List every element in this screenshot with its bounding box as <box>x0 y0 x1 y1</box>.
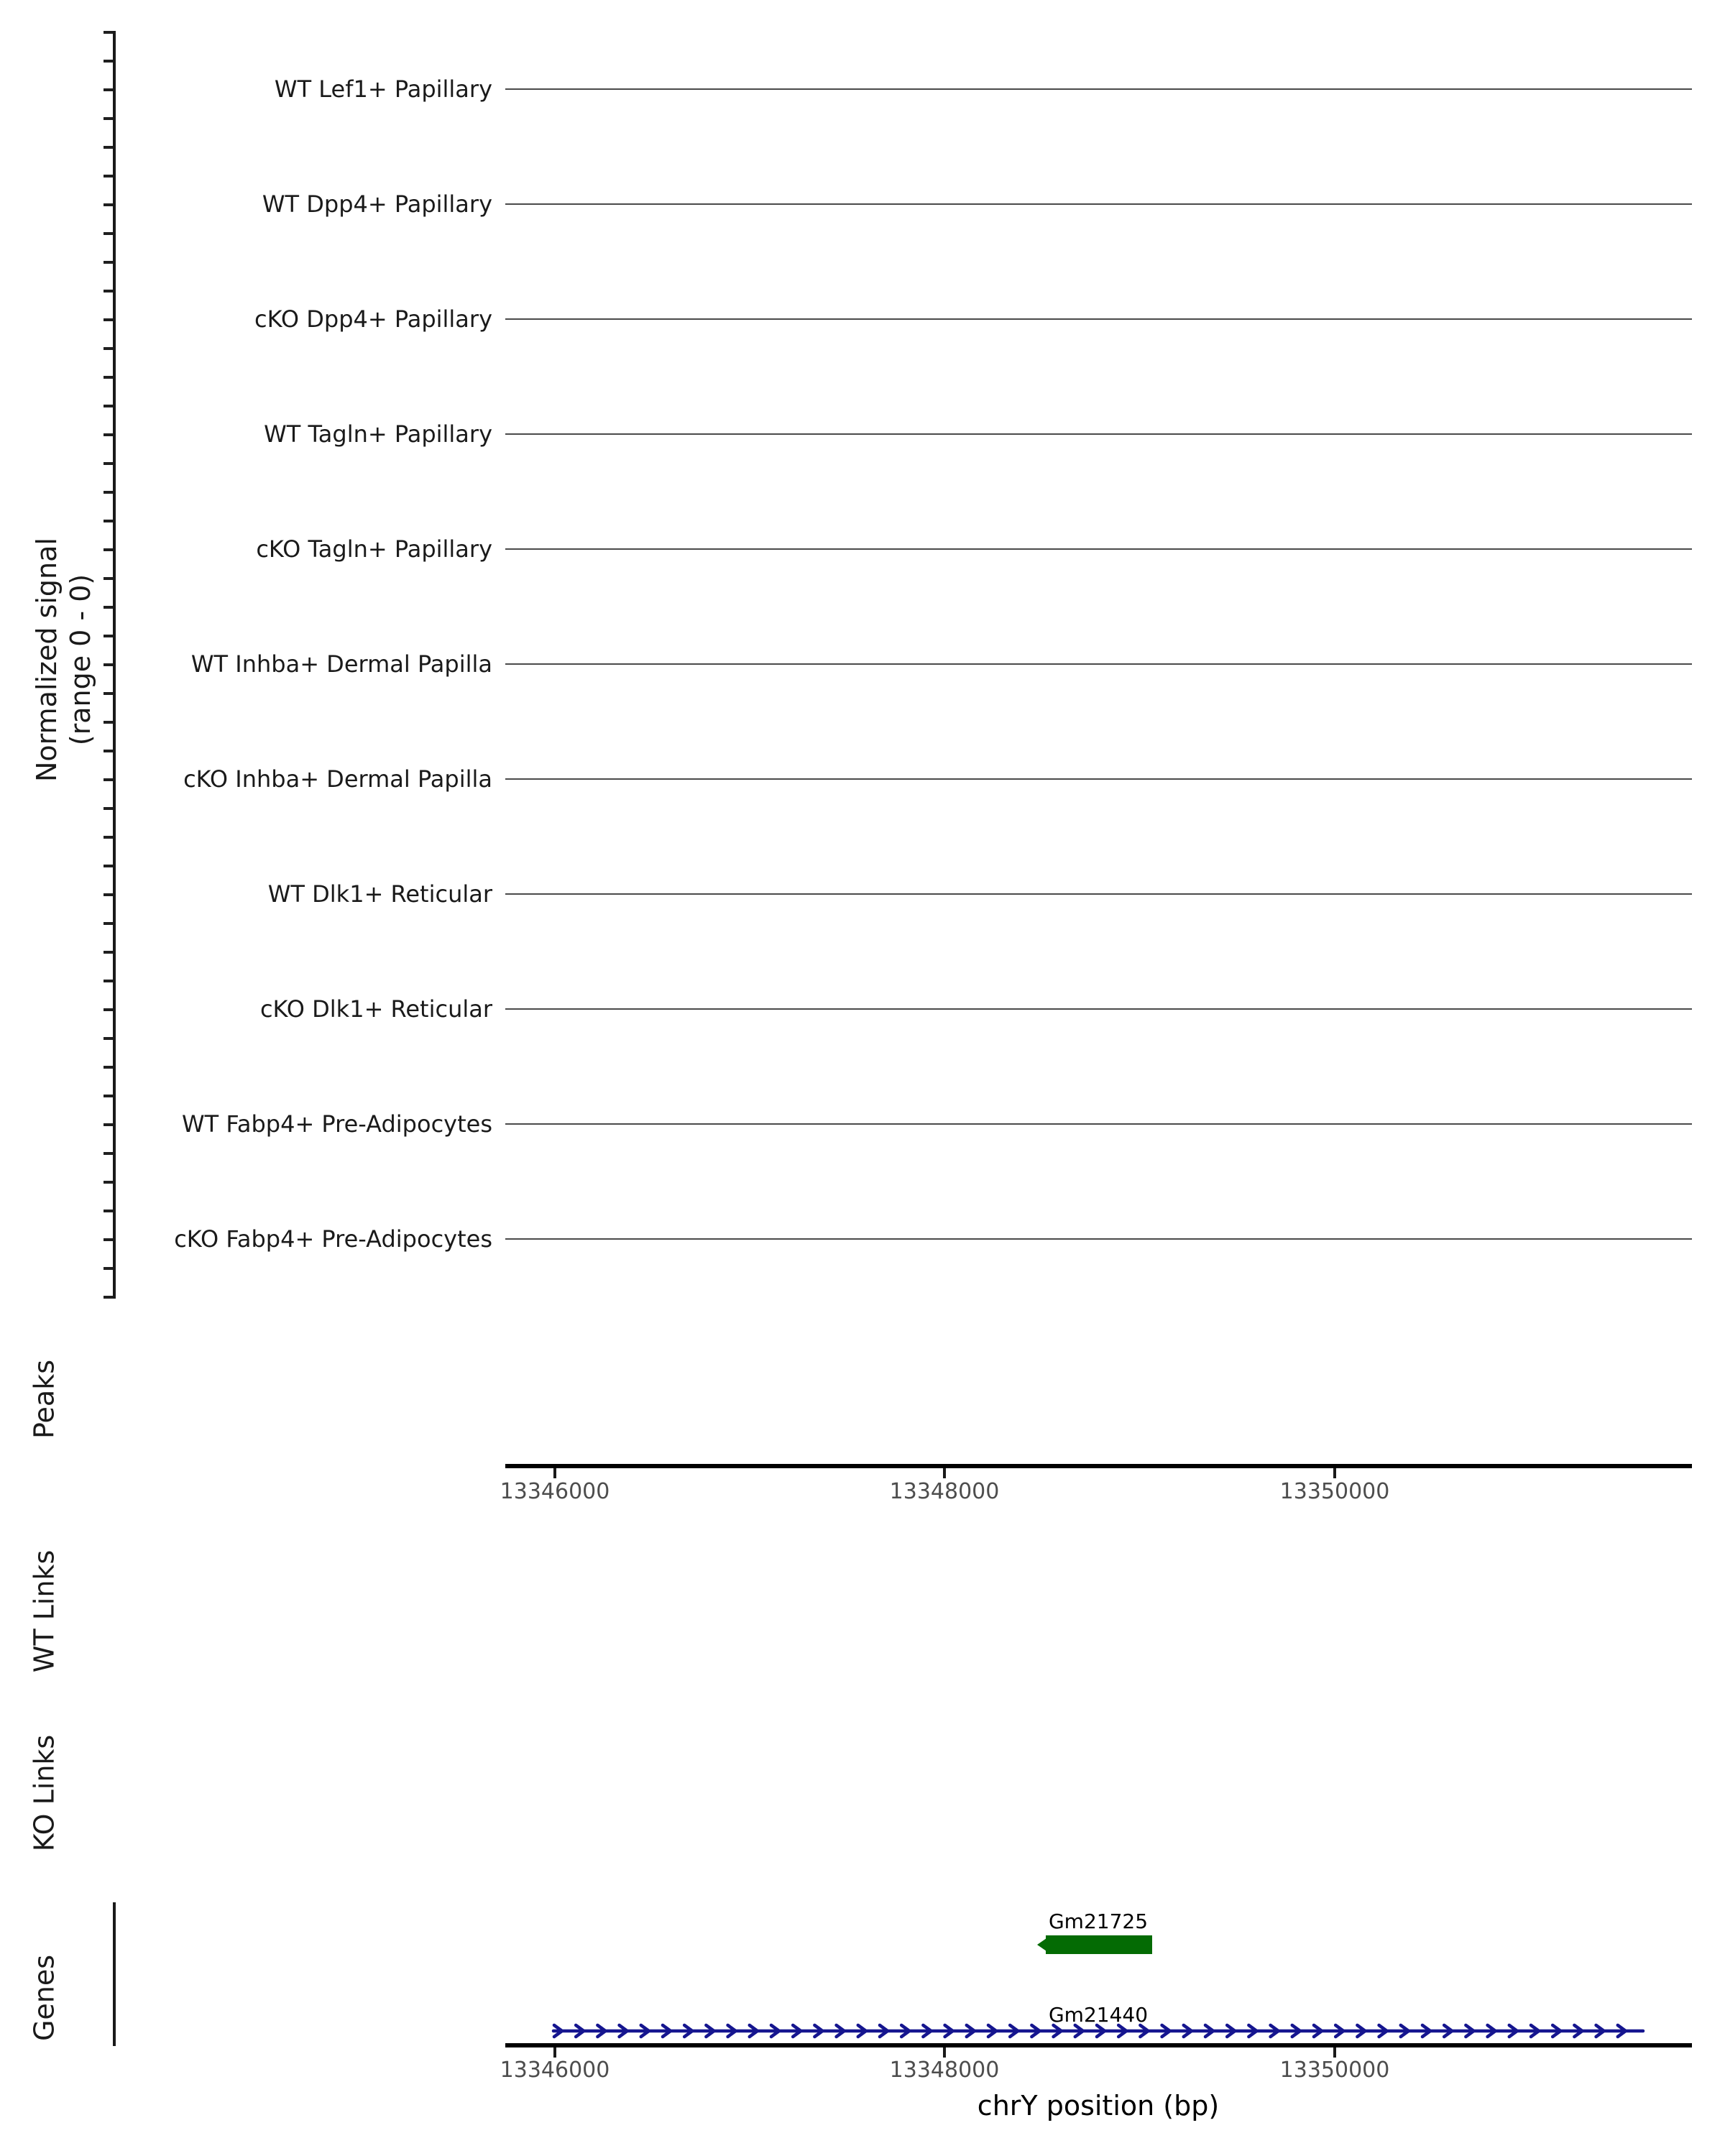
ko-links-section-label: KO Links <box>28 1734 60 1852</box>
y-axis-tick <box>104 1095 113 1097</box>
wt-links-section-label: WT Links <box>28 1549 60 1673</box>
y-axis-tick <box>104 635 113 637</box>
x-axis-tick-label: 13346000 <box>500 1479 610 1504</box>
x-axis-tick <box>1333 2047 1336 2058</box>
gene-strand-arrow-left <box>1037 1938 1046 1951</box>
track-signal-line <box>505 778 1692 780</box>
x-axis-tick <box>943 2047 946 2058</box>
x-axis-tick-label: 13350000 <box>1279 1479 1390 1504</box>
track-signal-line <box>505 663 1692 665</box>
genes-section-label: Genes <box>28 1954 60 2042</box>
x-axis-title: chrY position (bp) <box>977 2090 1220 2122</box>
gene-label: Gm21440 <box>1048 2003 1149 2027</box>
y-axis-tick <box>104 922 113 925</box>
middle-axis-line <box>505 1464 1692 1468</box>
y-axis-tick <box>104 31 113 34</box>
y-axis-tick <box>104 376 113 379</box>
track-signal-line <box>505 1123 1692 1125</box>
bottom-axis-line <box>505 2043 1692 2047</box>
y-axis-tick <box>104 462 113 465</box>
gene-direction-arrows <box>553 2025 1643 2037</box>
y-axis-tick <box>104 175 113 178</box>
genes-axis-spine <box>113 1902 116 2046</box>
y-axis-tick <box>104 347 113 350</box>
y-axis-tick <box>104 491 113 494</box>
y-axis-tick <box>104 1181 113 1184</box>
x-axis-tick-label: 13350000 <box>1279 2058 1390 2083</box>
y-axis-tick <box>104 836 113 839</box>
y-axis-tick <box>104 60 113 63</box>
x-axis-tick-label: 13346000 <box>500 2058 610 2083</box>
y-axis-tick <box>104 951 113 954</box>
x-axis-tick <box>943 1468 946 1478</box>
y-axis-tick <box>104 261 113 264</box>
y-axis-tick <box>104 865 113 867</box>
y-axis-tick <box>104 1152 113 1155</box>
y-axis-tick <box>104 807 113 810</box>
y-axis-title-line1: Normalized signal <box>31 538 63 782</box>
track-label: WT Inhba+ Dermal Papilla <box>190 650 492 678</box>
peaks-section-label: Peaks <box>28 1359 60 1439</box>
track-signal-line <box>505 433 1692 435</box>
y-axis-tick <box>104 1296 113 1299</box>
y-axis-tick <box>104 232 113 235</box>
y-axis-tick <box>104 721 113 724</box>
x-axis-tick-label: 13348000 <box>889 2058 1000 2083</box>
track-label: cKO Dpp4+ Papillary <box>254 305 492 333</box>
track-signal-line <box>505 548 1692 550</box>
y-axis-tick <box>104 1210 113 1212</box>
track-signal-line <box>505 88 1692 90</box>
y-axis-tick <box>104 405 113 407</box>
track-label: cKO Dlk1+ Reticular <box>259 995 492 1023</box>
y-axis-tick <box>104 520 113 522</box>
track-signal-line <box>505 318 1692 320</box>
y-axis-tick <box>104 146 113 149</box>
track-label: cKO Inhba+ Dermal Papilla <box>183 765 492 793</box>
x-axis-tick <box>1333 1468 1336 1478</box>
track-label: cKO Fabp4+ Pre-Adipocytes <box>174 1225 492 1253</box>
gene-arrow-line <box>546 2020 1647 2042</box>
gene-body-box <box>1046 1935 1152 1954</box>
track-signal-line <box>505 1008 1692 1010</box>
y-axis-tick <box>104 1037 113 1040</box>
track-label: WT Lef1+ Papillary <box>274 75 492 103</box>
y-axis-tick <box>104 1066 113 1069</box>
y-axis-tick <box>104 290 113 292</box>
track-label: WT Tagln+ Papillary <box>264 420 492 448</box>
gene-label: Gm21725 <box>1048 1909 1149 1933</box>
track-signal-line <box>505 893 1692 895</box>
track-label: WT Dpp4+ Papillary <box>262 190 492 218</box>
track-label: WT Fabp4+ Pre-Adipocytes <box>182 1110 492 1138</box>
y-axis-tick <box>104 750 113 752</box>
track-signal-line <box>505 203 1692 205</box>
y-axis-title-line2: (range 0 - 0) <box>65 573 96 746</box>
track-signal-line <box>505 1238 1692 1240</box>
y-axis-tick <box>104 1267 113 1270</box>
x-axis-tick-label: 13348000 <box>889 1479 1000 1504</box>
y-axis-tick <box>104 117 113 120</box>
track-label: WT Dlk1+ Reticular <box>267 880 492 908</box>
y-axis-tick <box>104 692 113 695</box>
x-axis-tick <box>553 1468 556 1478</box>
y-axis-tick <box>104 980 113 982</box>
y-axis-tick <box>104 606 113 609</box>
x-axis-tick <box>553 2047 556 2058</box>
track-label: cKO Tagln+ Papillary <box>256 535 492 563</box>
y-axis-tick <box>104 577 113 580</box>
